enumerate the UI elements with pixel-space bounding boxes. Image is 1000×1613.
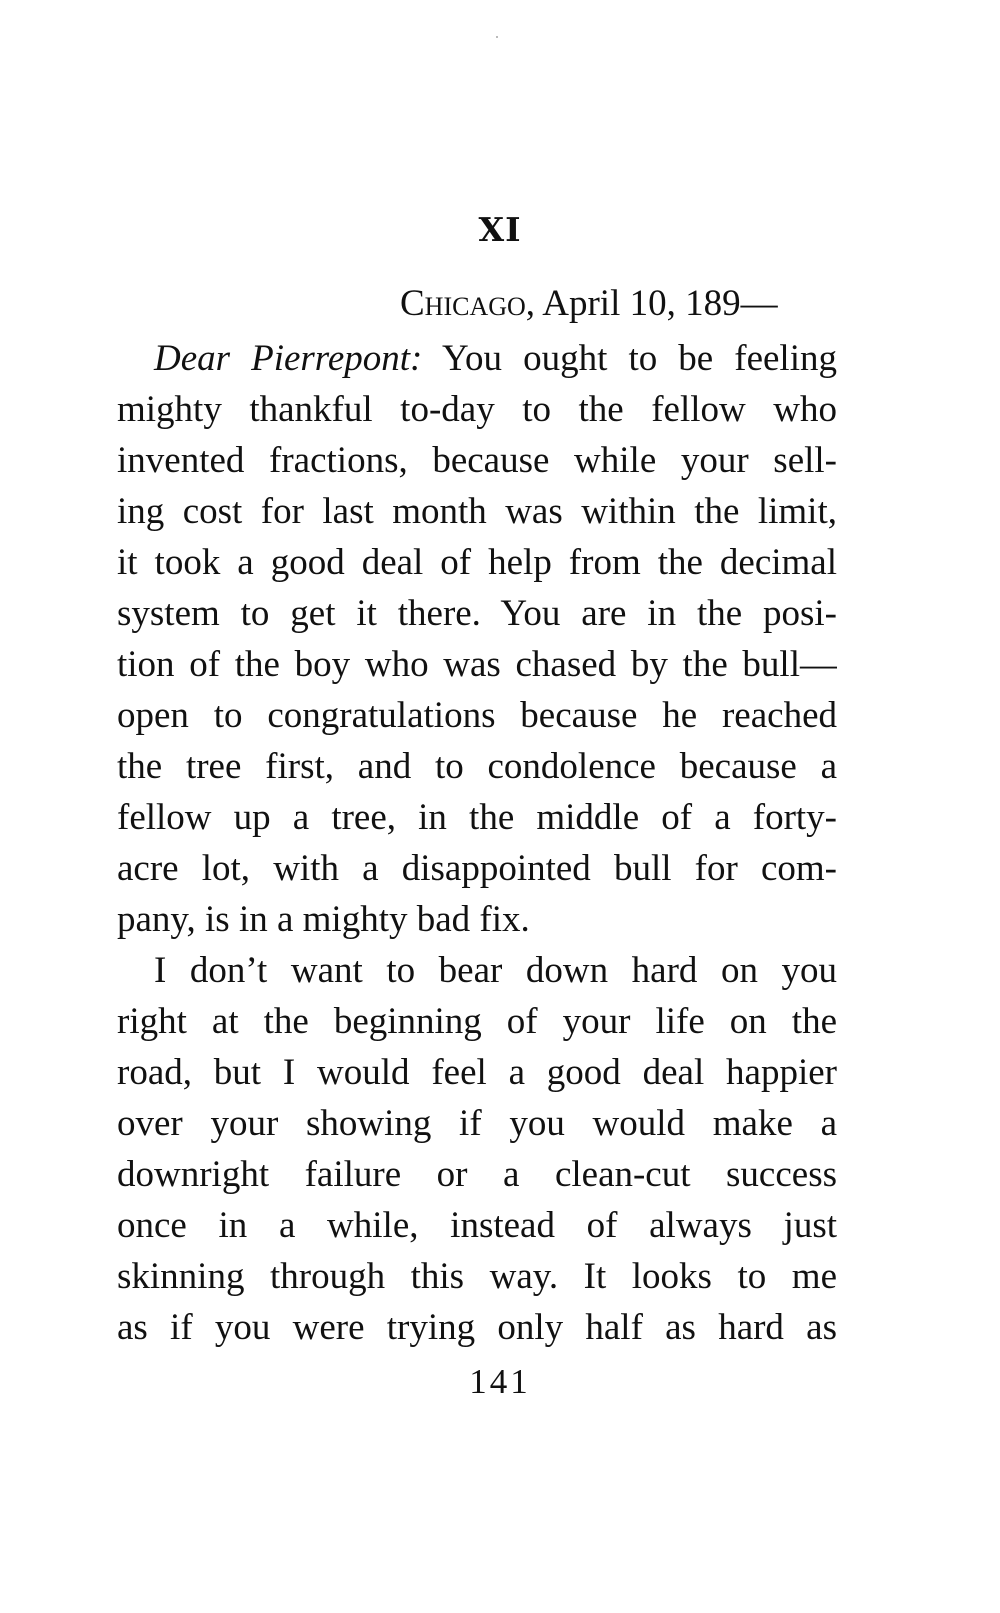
text-line: invented fractions, because while your sell- <box>117 440 837 481</box>
text-line: fellow up a tree, in the middle of a forty- <box>117 797 837 838</box>
chapter-heading: XI <box>478 210 522 249</box>
letter-dateline <box>400 282 778 325</box>
text-line: it took a good deal of help from the decimal <box>117 542 837 583</box>
text-line-content: I don’t want to bear down hard on you <box>154 950 837 991</box>
page-number: 141 <box>469 1362 531 1401</box>
text-line: the tree first, and to condolence because a <box>117 746 837 787</box>
letter-salutation: Dear Pierrepont: <box>154 338 423 379</box>
text-line: ing cost for last month was within the limit, <box>117 491 837 532</box>
text-line: downright failure or a clean-cut success <box>117 1154 837 1195</box>
dateline-place: Chicago <box>400 283 526 324</box>
text-line: right at the beginning of your life on the <box>117 1001 837 1042</box>
text-line: once in a while, instead of always just <box>117 1205 837 1246</box>
text-line: open to congratulations because he reached <box>117 695 837 736</box>
text-line: system to get it there. You are in the posi- <box>117 593 837 634</box>
text-line: tion of the boy who was chased by the bull— <box>117 644 837 685</box>
text-line: skinning through this way. It looks to me <box>117 1256 837 1297</box>
text-line: acre lot, with a disappointed bull for com- <box>117 848 837 889</box>
text-line: as if you were trying only half as hard as <box>117 1307 837 1348</box>
scan-speck <box>496 36 498 38</box>
text-line: mighty thankful to-day to the fellow who <box>117 389 837 430</box>
text-line: pany, is in a mighty bad fix. <box>117 899 530 940</box>
text-line-content: You ought to be feeling <box>422 338 837 379</box>
letter-body <box>117 333 837 1353</box>
text-line <box>117 333 837 384</box>
text-line: over your showing if you would make a <box>117 1103 837 1144</box>
text-line: road, but I would feel a good deal happier <box>117 1052 837 1093</box>
dateline-date: , April 10, 189— <box>525 283 778 324</box>
text-line <box>117 945 837 996</box>
